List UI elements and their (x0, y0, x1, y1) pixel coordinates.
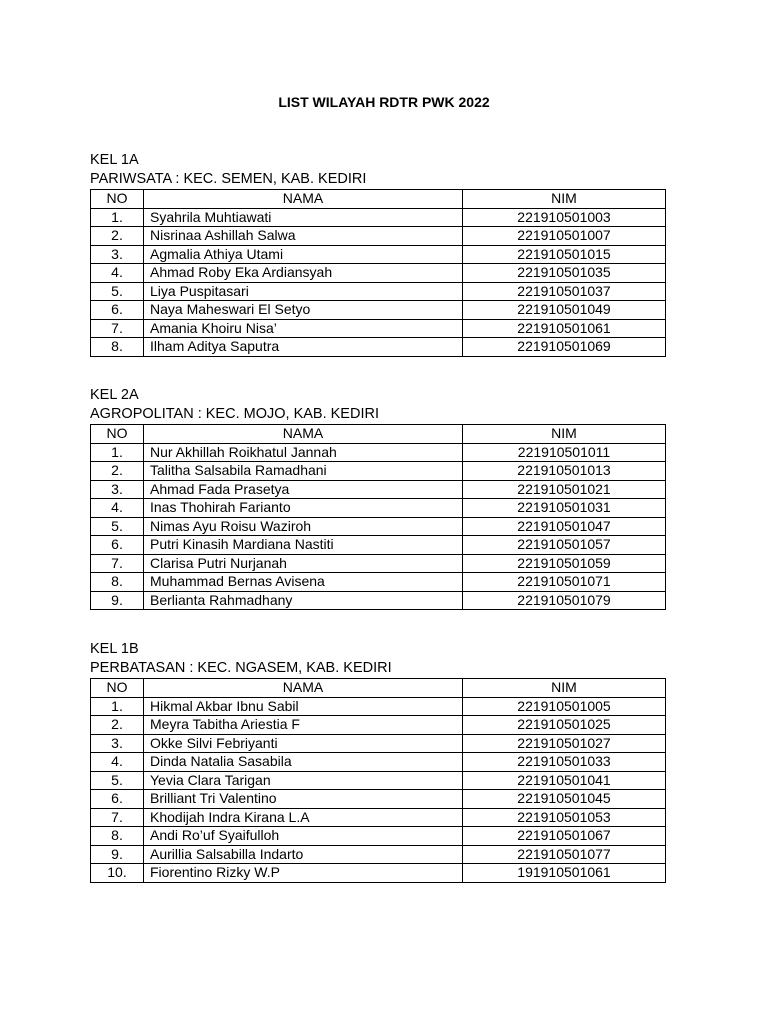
cell-nim: 221910501015 (463, 245, 666, 264)
cell-nim: 221910501071 (463, 573, 666, 592)
table-row (91, 264, 666, 283)
cell-nama: Yevia Clara Tarigan (144, 771, 463, 790)
table-header-row (91, 425, 666, 444)
cell-nim: 221910501067 (463, 827, 666, 846)
table-row (91, 591, 666, 610)
table-row (91, 480, 666, 499)
table-row (91, 845, 666, 864)
cell-no: 6. (91, 790, 144, 809)
cell-nama: Okke Silvi Febriyanti (144, 734, 463, 753)
cell-nim: 221910501079 (463, 591, 666, 610)
column-header-no: NO (91, 679, 144, 698)
cell-nim: 221910501053 (463, 808, 666, 827)
table-row (91, 338, 666, 357)
table-header-row (91, 679, 666, 698)
cell-nim: 221910501007 (463, 227, 666, 246)
group-title: KEL 1B (90, 641, 139, 657)
cell-nama: Nimas Ayu Roisu Waziroh (144, 517, 463, 536)
group-kel-1b (90, 640, 666, 883)
cell-nama: Putri Kinasih Mardiana Nastiti (144, 536, 463, 555)
column-header-no: NO (91, 425, 144, 444)
table-row (91, 554, 666, 573)
cell-nama: Hikmal Akbar Ibnu Sabil (144, 697, 463, 716)
table-row (91, 808, 666, 827)
cell-nama: Berlianta Rahmadhany (144, 591, 463, 610)
cell-nim: 221910501069 (463, 338, 666, 357)
cell-no: 10. (91, 864, 144, 883)
table-row (91, 208, 666, 227)
cell-nim: 221910501011 (463, 443, 666, 462)
cell-no: 9. (91, 591, 144, 610)
table-row (91, 573, 666, 592)
cell-no: 2. (91, 716, 144, 735)
table-row (91, 734, 666, 753)
cell-nim: 221910501021 (463, 480, 666, 499)
cell-no: 5. (91, 282, 144, 301)
cell-nim: 221910501061 (463, 319, 666, 338)
table-row (91, 697, 666, 716)
cell-nama: Fiorentino Rizky W.P (144, 864, 463, 883)
table-row (91, 536, 666, 555)
cell-no: 3. (91, 480, 144, 499)
cell-no: 5. (91, 771, 144, 790)
table-row (91, 827, 666, 846)
cell-nim: 221910501013 (463, 462, 666, 481)
cell-no: 8. (91, 827, 144, 846)
cell-nim: 221910501033 (463, 753, 666, 772)
cell-nama: Ahmad Roby Eka Ardiansyah (144, 264, 463, 283)
cell-no: 4. (91, 499, 144, 518)
group-subtitle: PERBATASAN : KEC. NGASEM, KAB. KEDIRI (90, 660, 392, 676)
cell-nama: Aurillia Salsabilla Indarto (144, 845, 463, 864)
cell-no: 1. (91, 443, 144, 462)
cell-nama: Agmalia Athiya Utami (144, 245, 463, 264)
table-header-row (91, 190, 666, 209)
table-row (91, 227, 666, 246)
cell-nim: 221910501025 (463, 716, 666, 735)
cell-nim: 221910501003 (463, 208, 666, 227)
cell-nim: 221910501035 (463, 264, 666, 283)
cell-no: 6. (91, 536, 144, 555)
member-table (90, 189, 666, 357)
cell-nim: 221910501049 (463, 301, 666, 320)
cell-nama: Nisrinaa Ashillah Salwa (144, 227, 463, 246)
cell-nama: Ilham Aditya Saputra (144, 338, 463, 357)
table-row (91, 790, 666, 809)
cell-no: 3. (91, 245, 144, 264)
cell-no: 2. (91, 227, 144, 246)
cell-no: 7. (91, 554, 144, 573)
cell-no: 4. (91, 264, 144, 283)
cell-nama: Andi Ro’uf Syaifulloh (144, 827, 463, 846)
page-title: LIST WILAYAH RDTR PWK 2022 (278, 94, 490, 110)
column-header-nim: NIM (463, 190, 666, 209)
cell-nama: Dinda Natalia Sasabila (144, 753, 463, 772)
table-row (91, 753, 666, 772)
cell-nim: 191910501061 (463, 864, 666, 883)
table-row (91, 282, 666, 301)
cell-nama: Liya Puspitasari (144, 282, 463, 301)
cell-nama: Khodijah Indra Kirana L.A (144, 808, 463, 827)
cell-nama: Syahrila Muhtiawati (144, 208, 463, 227)
cell-no: 3. (91, 734, 144, 753)
cell-no: 1. (91, 208, 144, 227)
cell-no: 9. (91, 845, 144, 864)
cell-nama: Ahmad Fada Prasetya (144, 480, 463, 499)
cell-nama: Talitha Salsabila Ramadhani (144, 462, 463, 481)
group-subtitle: PARIWSATA : KEC. SEMEN, KAB. KEDIRI (90, 171, 367, 187)
table-row (91, 499, 666, 518)
cell-nim: 221910501045 (463, 790, 666, 809)
cell-nim: 221910501047 (463, 517, 666, 536)
group-title: KEL 2A (90, 387, 139, 403)
cell-nama: Nur Akhillah Roikhatul Jannah (144, 443, 463, 462)
column-header-nama: NAMA (144, 190, 463, 209)
cell-nama: Muhammad Bernas Avisena (144, 573, 463, 592)
cell-no: 4. (91, 753, 144, 772)
cell-nim: 221910501037 (463, 282, 666, 301)
cell-nim: 221910501005 (463, 697, 666, 716)
member-table (90, 678, 666, 883)
cell-no: 6. (91, 301, 144, 320)
column-header-nama: NAMA (144, 679, 463, 698)
cell-nama: Amania Khoiru Nisa’ (144, 319, 463, 338)
cell-nim: 221910501057 (463, 536, 666, 555)
cell-no: 8. (91, 573, 144, 592)
table-row (91, 462, 666, 481)
column-header-nama: NAMA (144, 425, 463, 444)
cell-nim: 221910501077 (463, 845, 666, 864)
cell-nama: Brilliant Tri Valentino (144, 790, 463, 809)
cell-no: 5. (91, 517, 144, 536)
member-table (90, 424, 666, 610)
column-header-nim: NIM (463, 679, 666, 698)
group-title: KEL 1A (90, 152, 139, 168)
table-row (91, 245, 666, 264)
cell-no: 7. (91, 319, 144, 338)
group-subtitle: AGROPOLITAN : KEC. MOJO, KAB. KEDIRI (90, 406, 379, 422)
cell-no: 8. (91, 338, 144, 357)
cell-no: 7. (91, 808, 144, 827)
table-row (91, 319, 666, 338)
group-kel-2a (90, 386, 666, 610)
cell-nim: 221910501027 (463, 734, 666, 753)
cell-nama: Clarisa Putri Nurjanah (144, 554, 463, 573)
column-header-nim: NIM (463, 425, 666, 444)
table-row (91, 864, 666, 883)
cell-nama: Inas Thohirah Farianto (144, 499, 463, 518)
group-kel-1a (90, 151, 666, 357)
table-row (91, 301, 666, 320)
cell-no: 2. (91, 462, 144, 481)
table-row (91, 517, 666, 536)
cell-nim: 221910501041 (463, 771, 666, 790)
cell-nama: Meyra Tabitha Ariestia F (144, 716, 463, 735)
cell-nim: 221910501059 (463, 554, 666, 573)
table-row (91, 771, 666, 790)
cell-no: 1. (91, 697, 144, 716)
table-row (91, 443, 666, 462)
table-row (91, 716, 666, 735)
column-header-no: NO (91, 190, 144, 209)
cell-nim: 221910501031 (463, 499, 666, 518)
cell-nama: Naya Maheswari El Setyo (144, 301, 463, 320)
